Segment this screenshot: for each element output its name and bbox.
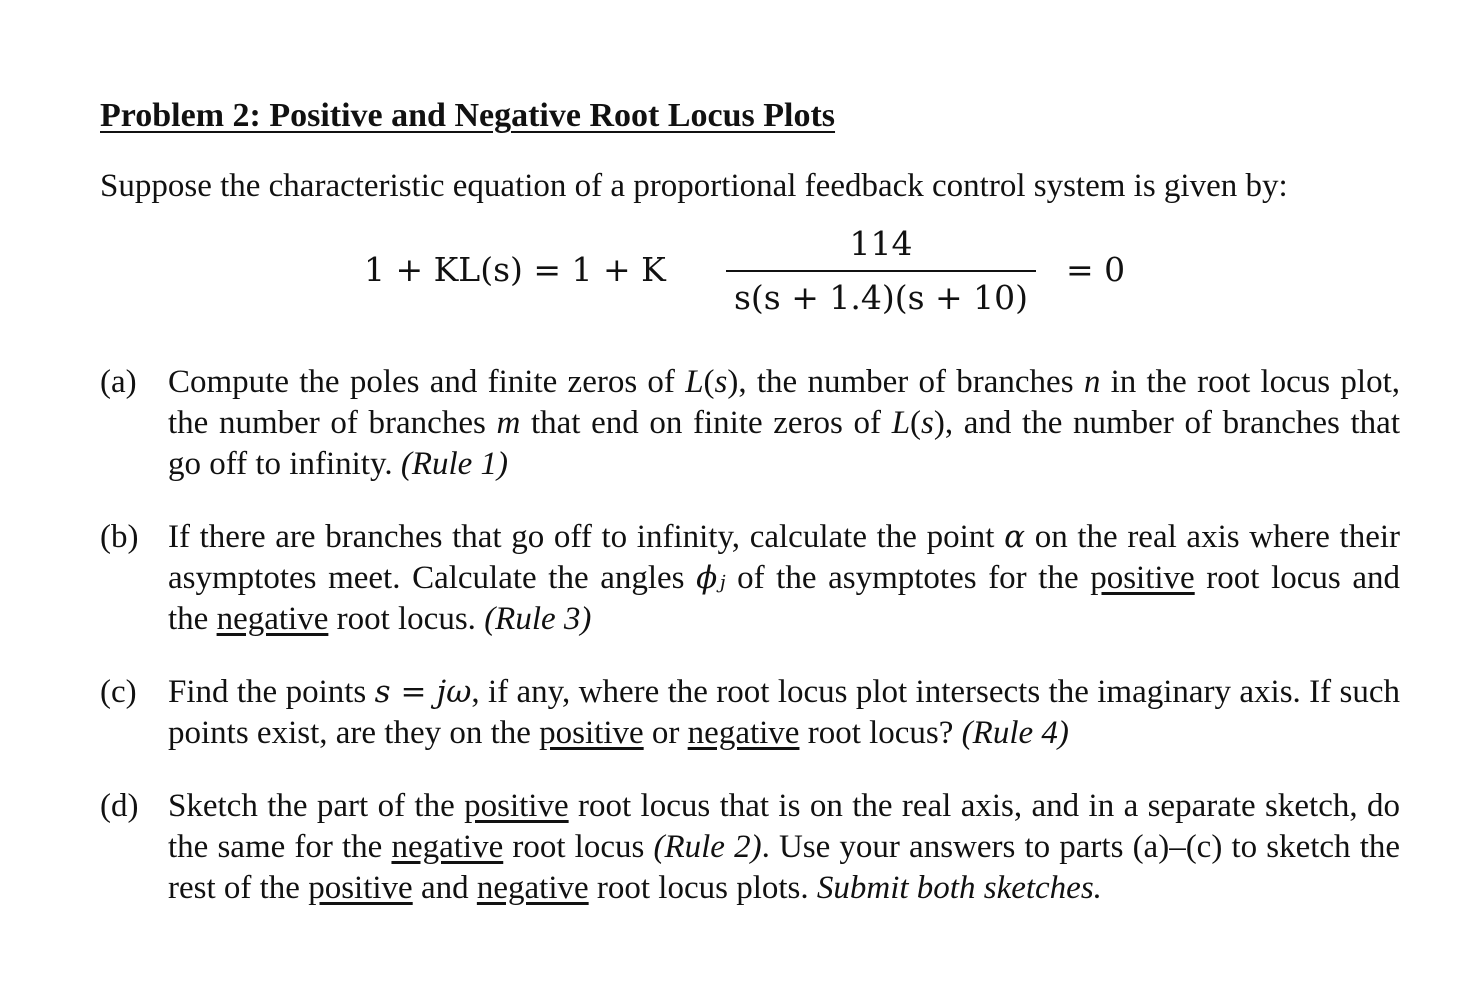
part-c	[100, 672, 1400, 754]
text-segment: root locus and the	[168, 560, 1400, 637]
equation-rhs: = 0	[1066, 250, 1126, 289]
underlined-term: negative	[687, 715, 800, 751]
underlined-term: negative	[391, 829, 504, 865]
italic-text: m	[496, 405, 521, 441]
text-segment: and	[412, 870, 477, 906]
math-symbol: α	[1004, 519, 1026, 555]
characteristic-equation	[100, 222, 1400, 332]
part-text	[168, 519, 1400, 637]
italic-text: (Rule 2)	[653, 829, 762, 865]
part-text	[168, 674, 1400, 751]
underlined-term: negative	[216, 601, 329, 637]
text-segment: of the asymptotes for the	[725, 560, 1091, 596]
text-segment: (	[910, 405, 922, 441]
problem-title: Problem 2: Positive and Negative Root Locus Plots	[100, 97, 836, 134]
part-b	[100, 517, 1400, 640]
text-segment: (	[703, 364, 715, 400]
text-segment: If there are branches that go off to infinity, calculate the point	[168, 519, 1005, 555]
text-segment: in the root locus plot, the number of branches	[168, 364, 1400, 441]
part-text	[168, 788, 1400, 906]
text-segment: Sketch the part of the	[168, 788, 465, 824]
text-segment: . Use your answers to parts (a)–(c) to sketch the rest of the	[168, 829, 1401, 906]
text-segment: or	[643, 715, 688, 751]
underlined-term: positive	[464, 788, 569, 824]
text-segment: root locus plots.	[588, 870, 817, 906]
italic-text: L	[891, 405, 911, 441]
text-segment: root locus	[503, 829, 654, 865]
text-segment: Find the points	[168, 674, 375, 710]
part-label: (d)	[100, 788, 139, 824]
italic-text: (Rule 3)	[484, 601, 592, 637]
italic-text: Submit both sketches.	[816, 870, 1102, 906]
underlined-term: positive	[539, 715, 644, 751]
text-segment: root locus.	[328, 601, 485, 637]
fraction-bar	[726, 270, 1036, 272]
equation-fraction	[726, 222, 1036, 320]
underlined-term: positive	[1090, 560, 1195, 596]
text-segment: ), and the number of branches that go off to infinity.	[168, 405, 1400, 482]
part-d	[100, 786, 1400, 909]
underlined-term: positive	[308, 870, 413, 906]
underlined-term: negative	[476, 870, 589, 906]
problem-parts	[100, 362, 1400, 909]
part-label: (a)	[100, 364, 137, 400]
intro-paragraph: Suppose the characteristic equation of a proportional feedback control system is given by:	[100, 168, 1288, 204]
italic-text: L	[685, 364, 704, 400]
part-label: (b)	[100, 519, 139, 555]
text-segment: root locus that is on the real axis, and in a separate sketch, do the same for the	[168, 788, 1400, 865]
italic-text: n	[1083, 364, 1101, 400]
italic-text: (Rule 4)	[961, 715, 1069, 751]
text-segment: on the real axis where their asymptotes meet. Calculate the angles	[168, 519, 1400, 596]
text-segment: root locus?	[799, 715, 962, 751]
part-label: (c)	[100, 674, 137, 710]
text-segment: ), the number of branches	[727, 364, 1084, 400]
math-symbol: ϕⱼ	[696, 560, 726, 596]
equation-denominator: s(s + 1.4)(s + 10)	[733, 278, 1029, 317]
document-page	[100, 96, 1400, 941]
italic-text: s	[714, 364, 728, 400]
equation-numerator: 114	[849, 224, 913, 263]
part-text	[168, 364, 1400, 482]
math-symbol: s = jω	[374, 674, 472, 710]
text-segment: Compute the poles and finite zeros of	[168, 364, 686, 400]
italic-text: (Rule 1)	[400, 446, 509, 482]
text-segment: , if any, where the root locus plot intersects the imaginary axis. If such points exist, are they on the	[168, 674, 1400, 751]
part-a	[100, 362, 1400, 485]
italic-text: s	[921, 405, 934, 441]
equation-lhs: 1 + KL(s) = 1 + K	[364, 250, 666, 289]
text-segment: that end on finite zeros of	[520, 405, 892, 441]
